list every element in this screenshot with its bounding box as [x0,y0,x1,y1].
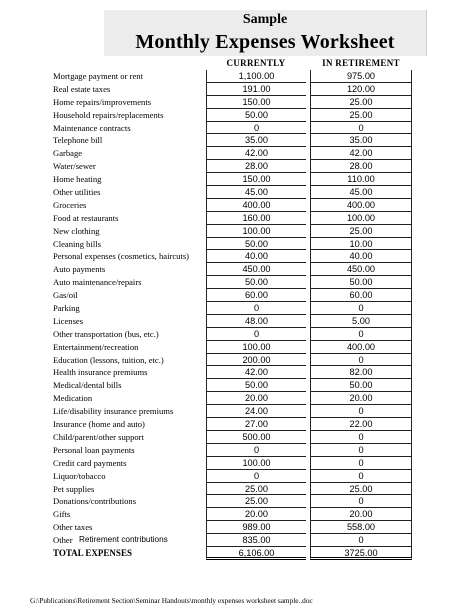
currently-value: 28.00 [206,160,306,173]
expense-row [0,186,474,199]
retirement-value: 110.00 [310,173,412,186]
expense-label: Personal expenses (cosmetics, haircuts) [53,251,190,262]
currently-value: 48.00 [206,315,306,328]
retirement-value: 35.00 [310,134,412,147]
currently-value: 400.00 [206,199,306,212]
expense-row [0,199,474,212]
expense-row [0,418,474,431]
expense-label: Gifts [53,509,71,520]
expense-label: Life/disability insurance premiums [53,406,174,417]
expense-label: Water/sewer [53,161,96,172]
retirement-value: 50.00 [310,276,412,289]
expense-label: Household repairs/replacements [53,109,164,120]
expense-row [0,508,474,521]
expense-row [0,354,474,367]
retirement-value: 10.00 [310,238,412,251]
expense-label: Garbage [53,148,83,159]
retirement-value: 558.00 [310,521,412,534]
retirement-value: 22.00 [310,418,412,431]
expense-label: Parking [53,303,80,314]
retirement-value: 25.00 [310,109,412,122]
expense-label: Gas/oil [53,290,78,301]
expense-row [0,160,474,173]
retirement-value: 60.00 [310,289,412,302]
expense-label: Groceries [53,199,87,210]
expense-row [0,431,474,444]
currently-value: 0 [206,470,306,483]
retirement-value: 0 [310,122,412,135]
currently-value: 50.00 [206,276,306,289]
expense-row [0,83,474,96]
currently-value: 150.00 [206,173,306,186]
expense-label: Other transportation (bus, etc.) [53,328,159,339]
expense-row [0,328,474,341]
currently-value: 100.00 [206,225,306,238]
expense-label: Auto payments [53,264,106,275]
expense-row [0,366,474,379]
expense-label: Other [53,535,73,546]
expense-label: Telephone bill [53,135,103,146]
retirement-value: 100.00 [310,212,412,225]
page-title: Monthly Expenses Worksheet [135,31,395,53]
expense-row [0,470,474,483]
currently-value: 100.00 [206,341,306,354]
expense-row [0,70,474,83]
retirement-value: 42.00 [310,147,412,160]
expense-row [0,521,474,534]
column-header-currently: CURRENTLY [226,58,286,68]
expense-row [0,302,474,315]
expense-row [0,341,474,354]
expense-label: Credit card payments [53,457,127,468]
currently-value: 200.00 [206,354,306,367]
handwritten-note: Retirement contributions [79,535,168,545]
expense-label: Food at restaurants [53,212,119,223]
total-row [0,547,474,560]
currently-value: 20.00 [206,508,306,521]
sample-label: Sample [242,12,288,27]
currently-value: 24.00 [206,405,306,418]
currently-value: 40.00 [206,250,306,263]
currently-value: 25.00 [206,495,306,508]
retirement-value: 20.00 [310,508,412,521]
expense-row [0,147,474,160]
retirement-value: 82.00 [310,366,412,379]
currently-value: 0 [206,328,306,341]
currently-value: 191.00 [206,83,306,96]
retirement-value: 25.00 [310,483,412,496]
expense-label: Education (lessons, tuition, etc.) [53,354,164,365]
retirement-value: 50.00 [310,379,412,392]
currently-value: 45.00 [206,186,306,199]
currently-value: 25.00 [206,483,306,496]
retirement-value: 0 [310,534,412,547]
retirement-value: 120.00 [310,83,412,96]
expense-label: Donations/contributions [53,496,137,507]
currently-value: 0 [206,444,306,457]
expense-label: Medication [53,393,93,404]
currently-value: 60.00 [206,289,306,302]
retirement-value: 45.00 [310,186,412,199]
retirement-value: 25.00 [310,225,412,238]
retirement-value: 20.00 [310,392,412,405]
column-header-in-retirement: IN RETIREMENT [322,58,400,68]
total-retirement-value: 3725.00 [310,547,412,560]
total-currently-value: 6,106.00 [206,547,306,560]
retirement-value: 0 [310,328,412,341]
expense-label: Real estate taxes [53,83,111,94]
retirement-value: 0 [310,457,412,470]
currently-value: 500.00 [206,431,306,444]
currently-value: 50.00 [206,109,306,122]
currently-value: 35.00 [206,134,306,147]
expense-row [0,173,474,186]
expense-row [0,238,474,251]
retirement-value: 975.00 [310,70,412,83]
currently-value: 1,100.00 [206,70,306,83]
expense-label: Cleaning bills [53,238,101,249]
currently-value: 100.00 [206,457,306,470]
expense-row [0,225,474,238]
expense-label: Home heating [53,174,102,185]
expense-label: Other taxes [53,522,93,533]
currently-value: 989.00 [206,521,306,534]
retirement-value: 25.00 [310,96,412,109]
retirement-value: 0 [310,354,412,367]
expense-label: New clothing [53,225,100,236]
retirement-value: 5.00 [310,315,412,328]
expense-row [0,276,474,289]
expense-label: Maintenance contracts [53,122,131,133]
currently-value: 50.00 [206,379,306,392]
currently-value: 20.00 [206,392,306,405]
expense-row [0,122,474,135]
expense-row [0,379,474,392]
expense-label: Home repairs/improvements [53,96,152,107]
expense-row [0,109,474,122]
retirement-value: 0 [310,495,412,508]
expense-label: Mortgage payment or rent [53,71,143,81]
expense-row [0,483,474,496]
expense-table [0,70,474,560]
currently-value: 27.00 [206,418,306,431]
expense-row [0,534,474,547]
expense-label: Personal loan payments [53,444,135,455]
currently-value: 0 [206,302,306,315]
expense-label: Health insurance premiums [53,367,148,378]
currently-value: 450.00 [206,263,306,276]
expense-label: Licenses [53,315,84,326]
expense-row [0,315,474,328]
currently-value: 50.00 [206,238,306,251]
retirement-value: 40.00 [310,250,412,263]
expense-label: Child/parent/other support [53,431,144,442]
expense-row [0,495,474,508]
total-label: TOTAL EXPENSES [53,547,132,558]
retirement-value: 400.00 [310,199,412,212]
retirement-value: 0 [310,444,412,457]
expense-label: Pet supplies [53,483,95,494]
retirement-value: 0 [310,302,412,315]
expense-label: Liquor/tobacco [53,470,106,481]
expense-row [0,405,474,418]
retirement-value: 0 [310,470,412,483]
currently-value: 160.00 [206,212,306,225]
expense-label: Other utilities [53,187,101,198]
currently-value: 835.00 [206,534,306,547]
retirement-value: 0 [310,431,412,444]
expense-row [0,289,474,302]
file-path-footer: G:\Publications\Retirement Section\Seminar Handouts\monthly expenses worksheet sample..doc [30,596,313,605]
expense-row [0,444,474,457]
retirement-value: 0 [310,405,412,418]
retirement-value: 450.00 [310,263,412,276]
retirement-value: 28.00 [310,160,412,173]
expense-row [0,212,474,225]
expense-row [0,96,474,109]
expense-label: Medical/dental bills [53,380,122,391]
retirement-value: 400.00 [310,341,412,354]
expense-row [0,457,474,470]
currently-value: 0 [206,122,306,135]
expense-row [0,392,474,405]
expense-label: Auto maintenance/repairs [53,277,142,288]
currently-value: 42.00 [206,366,306,379]
currently-value: 150.00 [206,96,306,109]
expense-label: Insurance (home and auto) [53,419,145,430]
currently-value: 42.00 [206,147,306,160]
expense-label: Entertainment/recreation [53,341,139,352]
expense-row [0,263,474,276]
expense-row [0,134,474,147]
expense-row [0,250,474,263]
